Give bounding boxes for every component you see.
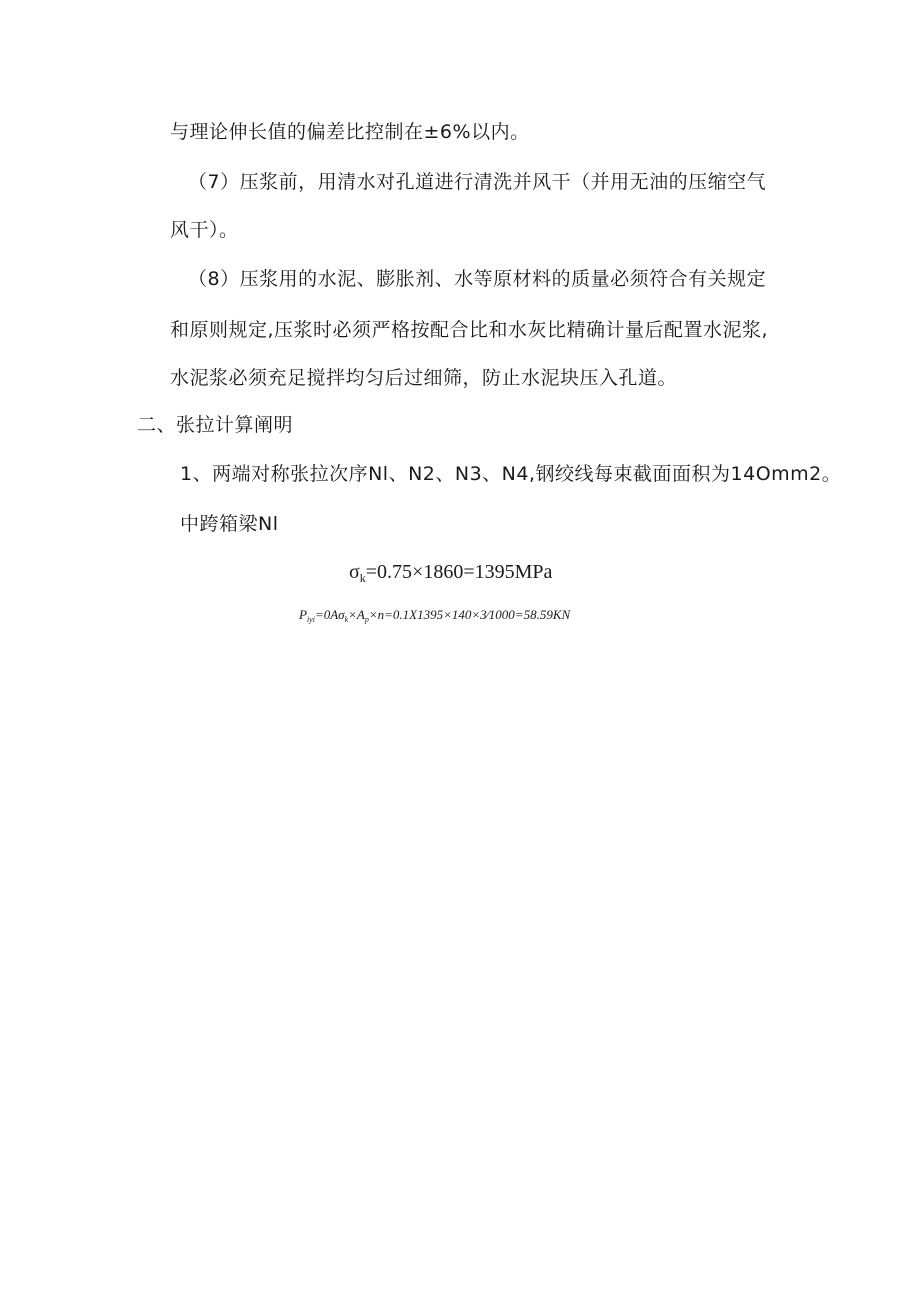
formula-subscript: k: [344, 615, 349, 624]
formula-subscript: k: [359, 571, 366, 585]
body-text-line: （7）压浆前，用清水对孔道进行清洗并风干（并用无油的压缩空气: [188, 171, 767, 193]
section-heading: 二、张拉计算阐明: [137, 414, 294, 436]
formula-expression: =0Aσ: [314, 607, 345, 622]
formula-p-iyi: [299, 606, 570, 629]
sub-heading: 中跨箱梁Nl: [180, 513, 279, 535]
body-text-line: 和原则规定,压浆时必须严格按配合比和水灰比精确计量后配置水泥浆,: [170, 319, 769, 341]
formula-expression: ×n=0.1X1395×140×3⁄1000=58.59KN: [368, 607, 571, 622]
formula-sigma-k: [349, 560, 552, 590]
formula-subscript: iyi: [306, 615, 315, 624]
formula-symbol: σ: [349, 561, 360, 583]
formula-expression: ×A: [348, 607, 365, 622]
formula-symbol: P: [299, 607, 307, 622]
body-text-line: 水泥浆必须充足搅拌均匀后过细筛，防止水泥块压入孔道。: [170, 367, 678, 389]
formula-subscript: p: [364, 615, 369, 624]
body-text-line: 风干）。: [170, 219, 239, 241]
body-text-line: （8）压浆用的水泥、膨胀剂、水等原材料的质量必须符合有关规定: [188, 268, 767, 290]
formula-expression: =0.75×1860=1395MPa: [365, 561, 553, 583]
body-text-line: 与理论伸长值的偏差比控制在±6%以内。: [170, 121, 530, 143]
list-item: 1、两端对称张拉次序Nl、N2、N3、N4,钢绞线每束截面面积为14Omm2。: [180, 463, 842, 485]
